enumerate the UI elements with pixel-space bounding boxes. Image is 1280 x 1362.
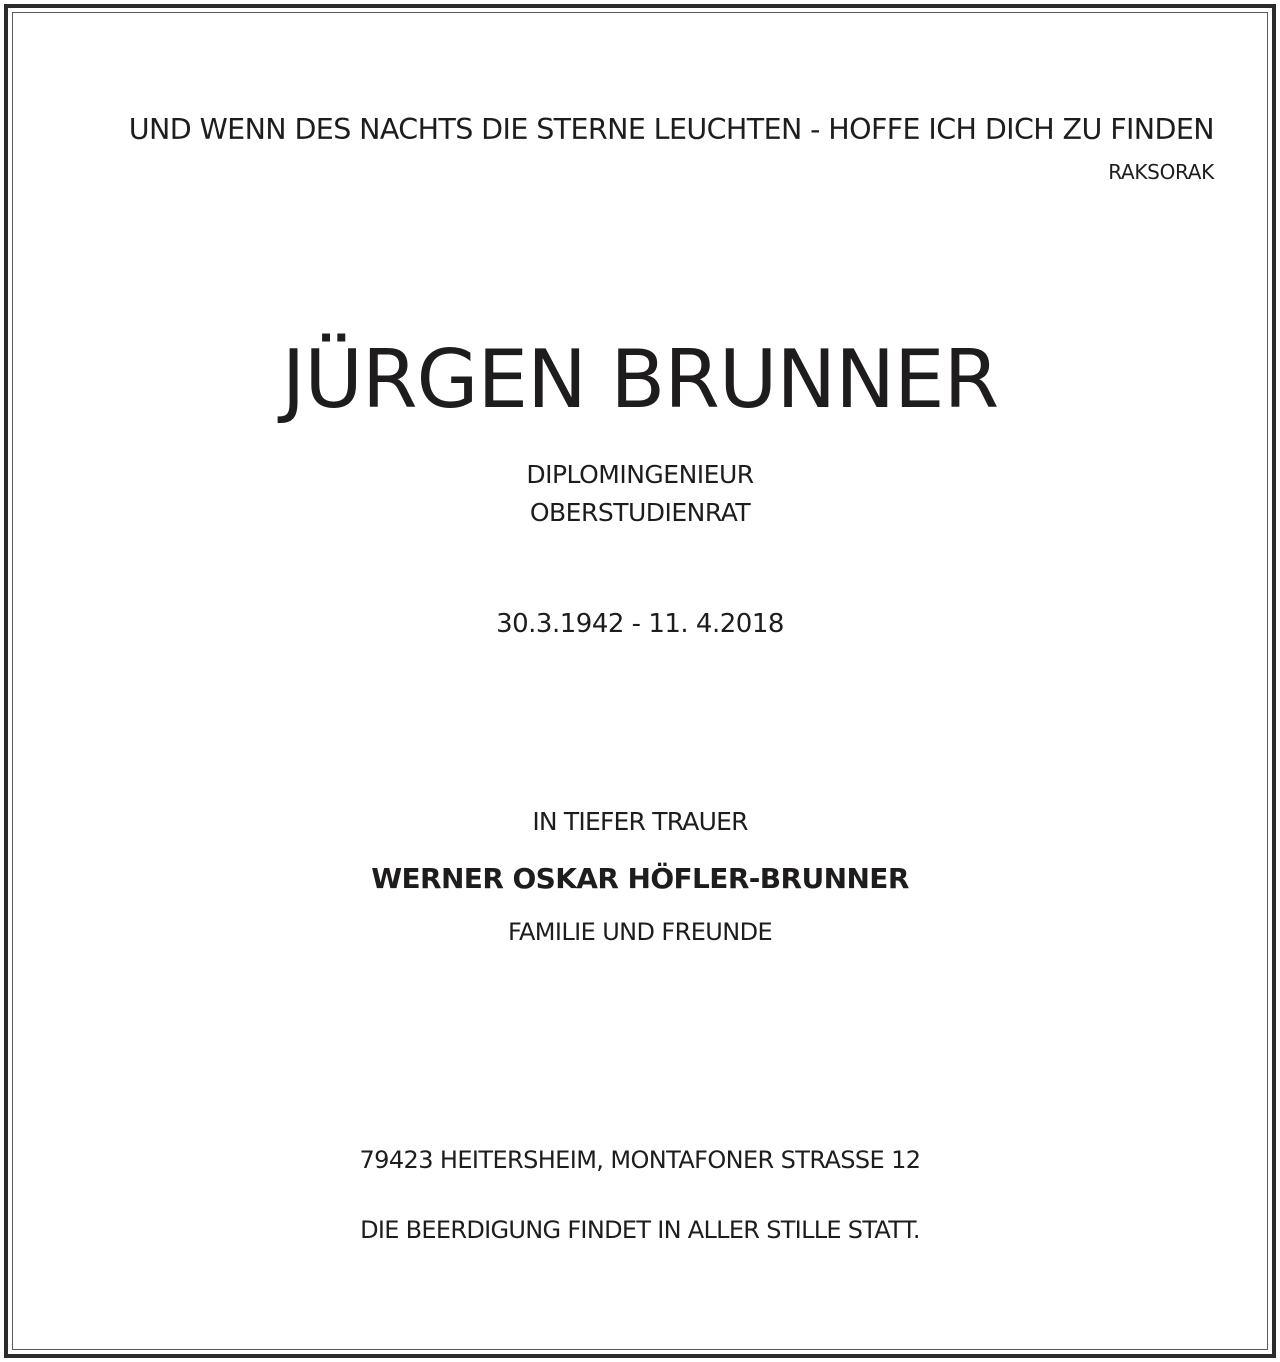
funeral-note: DIE BEERDIGUNG FINDET IN ALLER STILLE STATT. [360,1216,920,1244]
mourner-others: FAMILIE UND FREUNDE [507,918,773,946]
mourner-name: WERNER OSKAR HÖFLER-BRUNNER [371,862,909,895]
quote-author: RAKSORAK [1108,160,1214,184]
life-dates: 30.3.1942 - 11. 4.2018 [496,609,784,639]
address: 79423 HEITERSHEIM, MONTAFONER STRASSE 12 [359,1146,921,1174]
mourning-intro: IN TIEFER TRAUER [532,807,748,836]
memorial-quote: UND WENN DES NACHTS DIE STERNE LEUCHTEN - HOFFE ICH DICH ZU FINDEN [128,113,1214,146]
deceased-title-2: OBERSTUDIENRAT [529,498,751,527]
deceased-title-1: DIPLOMINGENIEUR [526,460,754,489]
deceased-name: JÜRGEN BRUNNER [281,333,999,426]
